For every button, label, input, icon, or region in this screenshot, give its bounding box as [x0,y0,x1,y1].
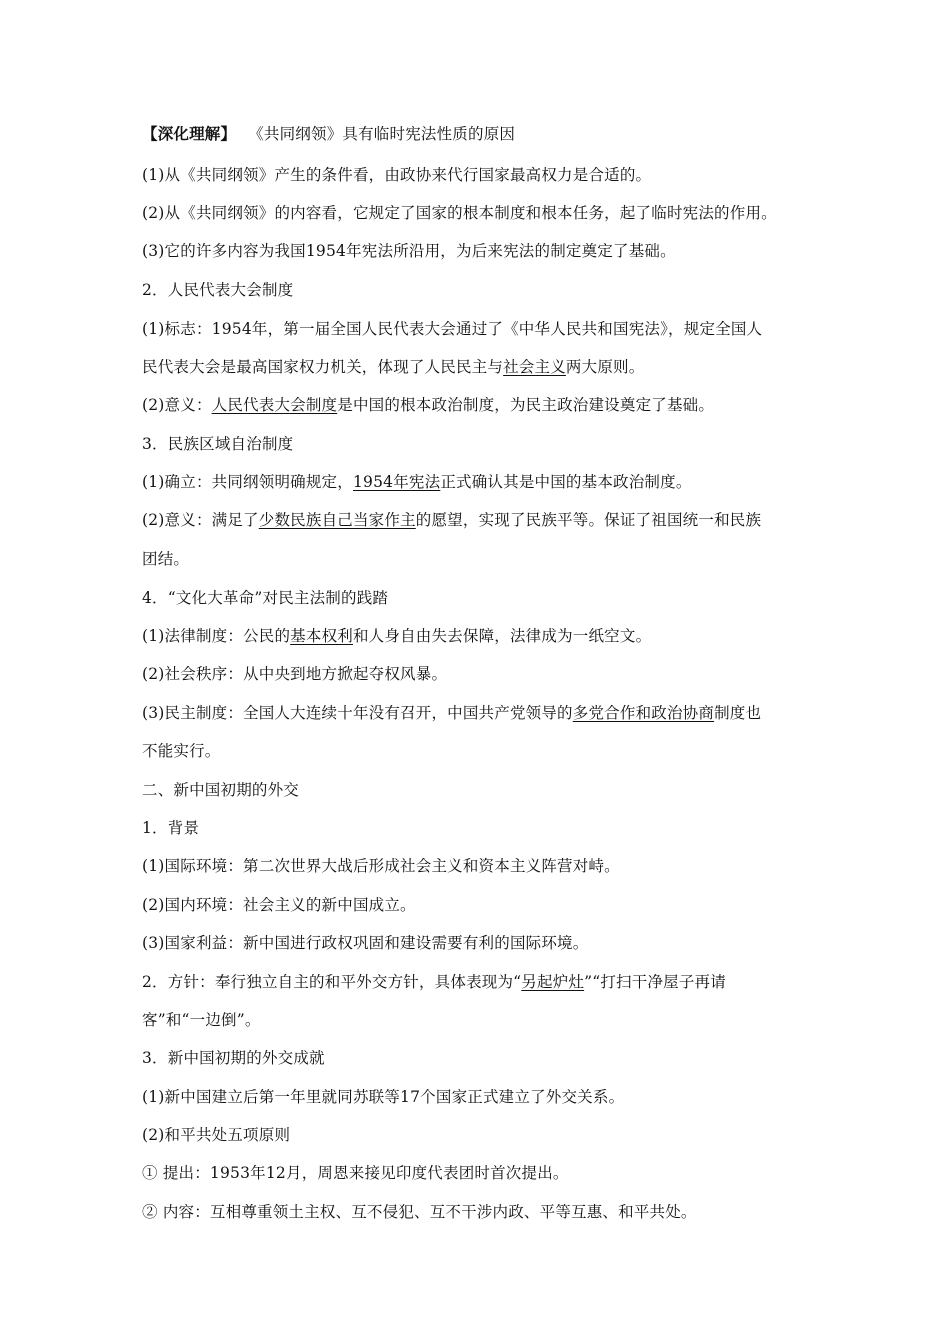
underlined-keyword: 另起炉灶 [521,973,585,991]
paragraph-line [142,971,822,993]
paragraph-line [142,625,822,647]
paragraph-line: (1)标志：1954年，第一届全国人民代表大会通过了《中华人民共和国宪法》，规定全国人 [142,320,763,338]
text-segment: (2)意义： [142,396,212,414]
text-segment: ”“打扫干净屋子再请 [584,973,726,991]
paragraph-line: (2)社会秩序：从中央到地方掀起夺权风暴。 [142,665,448,683]
text-segment: 民代表大会是最高国家权力机关，体现了人民民主与 [142,358,504,376]
paragraph-line: (2)和平共处五项原则 [142,1126,291,1144]
paragraph-line: (1)国际环境：第二次世界大战后形成社会主义和资本主义阵营对峙。 [142,857,620,875]
underlined-keyword: 多党合作和政治协商 [572,704,715,722]
paragraph-line: 客”和“一边倒”。 [142,1011,261,1029]
heading-tag: 【深化理解】 [142,124,237,143]
text-segment: (1)确立：共同纲领明确规定， [142,473,353,491]
paragraph-line [142,471,822,493]
text-segment: 和人身自由失去保障，法律成为一纸空文。 [352,627,652,645]
paragraph-line: 不能实行。 [142,742,221,760]
text-segment: (2)意义：满足了 [142,511,259,529]
paragraph-line: (1)从《共同纲领》产生的条件看，由政协来代行国家最高权力是合适的。 [142,166,652,184]
chapter-heading: 二、新中国初期的外交 [142,781,300,799]
paragraph-line [142,702,822,724]
section-heading: 1．背景 [142,819,200,837]
underlined-keyword: 少数民族自己当家作主 [258,511,416,529]
paragraph-line: (3)它的许多内容为我国1954年宪法所沿用，为后来宪法的制定奠定了基础。 [142,242,676,260]
paragraph-line: ① 提出：1953年12月，周恩来接见印度代表团时首次提出。 [142,1164,569,1182]
paragraph-line [142,356,822,378]
underlined-keyword: 社会主义 [503,358,566,376]
text-segment: 制度也 [714,704,762,722]
underlined-keyword: 1954年宪法 [352,473,441,491]
text-segment: 正式确认其是中国的基本政治制度。 [440,473,692,491]
paragraph-line: (2)国内环境：社会主义的新中国成立。 [142,896,416,914]
underlined-keyword: 人民代表大会制度 [211,396,338,414]
text-segment: (1)法律制度：公民的 [142,627,291,645]
heading-text: 《共同纲领》具有临时宪法性质的原因 [248,125,516,143]
section-heading: 3．民族区域自治制度 [142,435,294,453]
paragraph-line [142,509,822,531]
paragraph-line: (1)新中国建立后第一年里就同苏联等17个国家正式建立了外交关系。 [142,1088,625,1106]
underlined-keyword: 基本权利 [290,627,353,645]
text-segment: 的愿望，实现了民族平等。保证了祖国统一和民族 [415,511,762,529]
section-heading: 4．“文化大革命”对民主法制的践踏 [142,589,389,607]
text-segment: (3)民主制度：全国人大连续十年没有召开，中国共产党领导的 [142,704,573,722]
section-heading: 2．人民代表大会制度 [142,281,294,299]
text-segment: 2．方针：奉行独立自主的和平外交方针，具体表现为“ [142,973,522,991]
text-segment: 是中国的根本政治制度，为民主政治建设奠定了基础。 [337,396,715,414]
paragraph-line: (2)从《共同纲领》的内容看，它规定了国家的根本制度和根本任务，起了临时宪法的作用。 [142,204,777,222]
paragraph-line: ② 内容：互相尊重领土主权、互不侵犯、互不干涉内政、平等互惠、和平共处。 [142,1203,697,1221]
paragraph-line [142,394,822,416]
paragraph-line: (3)国家利益：新中国进行政权巩固和建设需要有利的国际环境。 [142,934,589,952]
deepen-understanding-heading [142,123,822,145]
paragraph-line: 团结。 [142,550,190,568]
section-heading: 3．新中国初期的外交成就 [142,1049,325,1067]
text-segment: 两大原则。 [565,358,645,376]
